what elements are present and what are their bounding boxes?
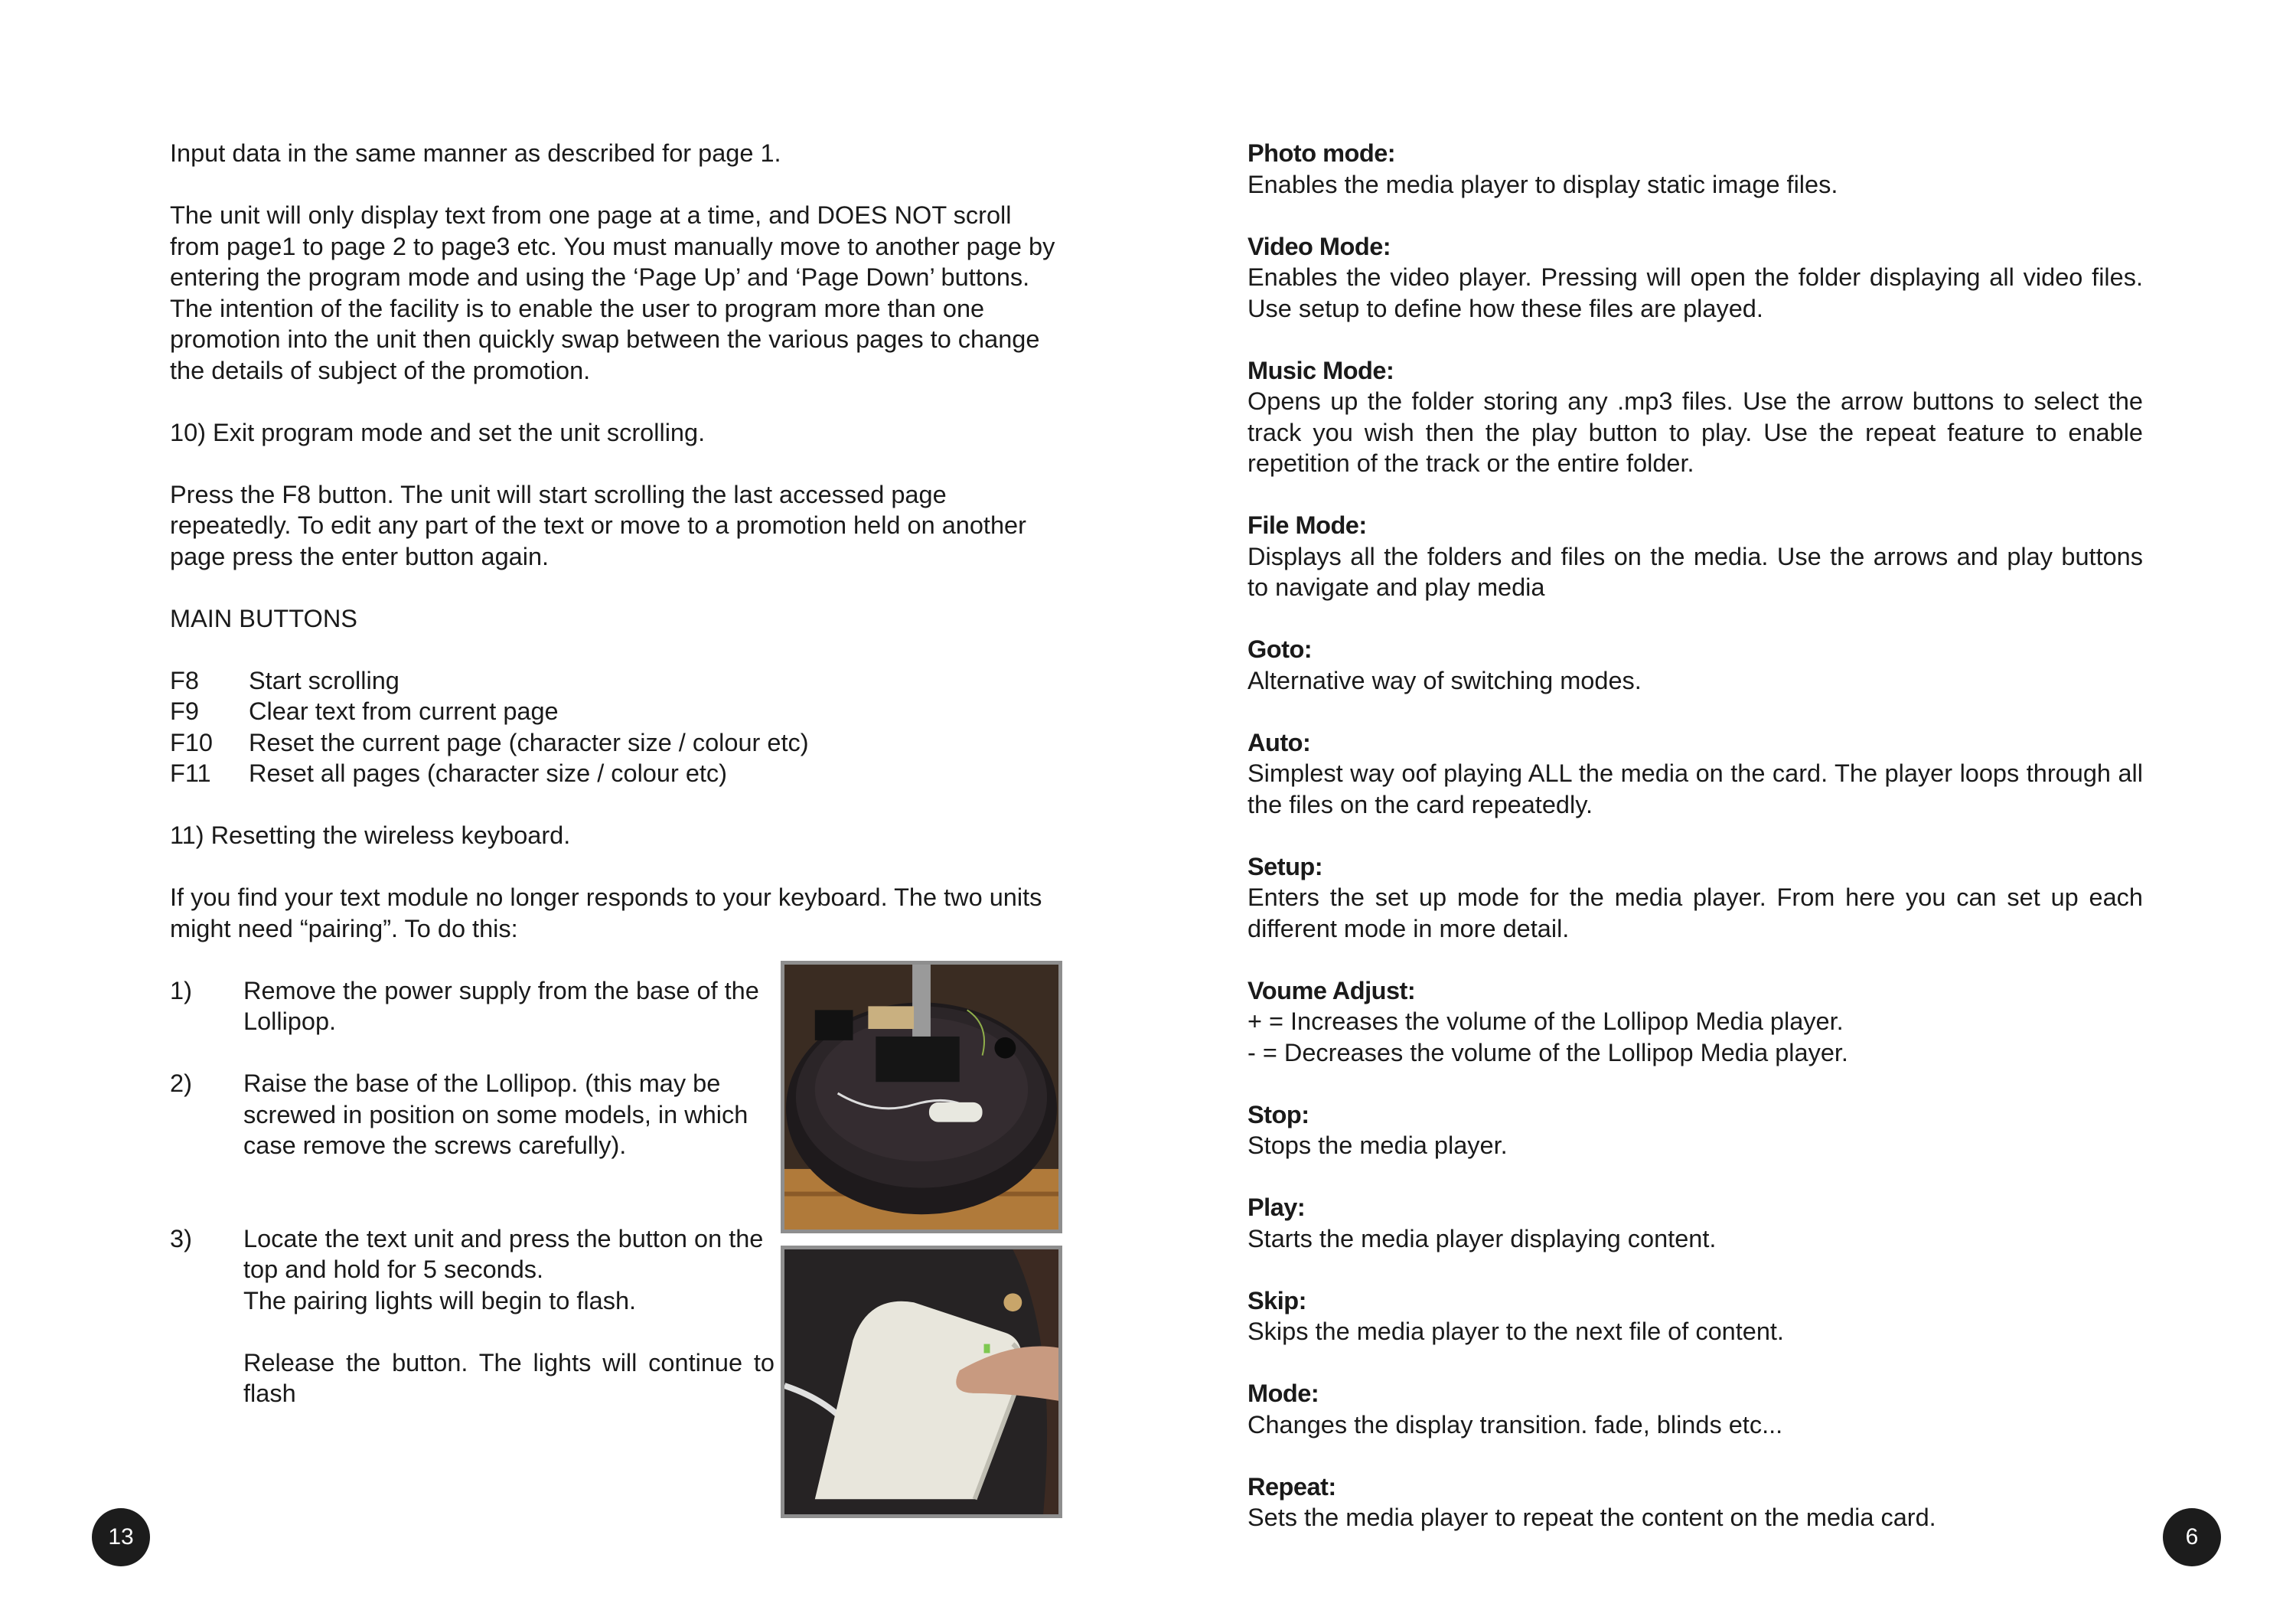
section-heading: Auto:	[1247, 728, 1311, 756]
section-heading: Setup:	[1247, 852, 1323, 880]
section-stop	[1247, 1099, 2143, 1161]
section-heading: Mode:	[1247, 1380, 1319, 1407]
exit-heading: 10) Exit program mode and set the unit scrolling.	[170, 418, 706, 446]
section-play	[1247, 1192, 2143, 1254]
page-number-left: 13	[92, 1508, 150, 1566]
step-text: Remove the power supply from the base of the Lollipop.	[243, 976, 759, 1035]
button-key: F11	[170, 759, 211, 787]
button-row	[170, 758, 1065, 789]
section-heading: Repeat:	[1247, 1472, 1336, 1501]
section-auto	[1247, 727, 2143, 821]
section-goto	[1247, 634, 2143, 696]
section-body: Enters the set up mode for the media player. From here you can set up each different mode in more detail.	[1247, 883, 2143, 942]
section-repeat	[1247, 1471, 2143, 1533]
section-body: Starts the media player displaying content.	[1247, 1224, 1717, 1252]
section-volume-adjust	[1247, 975, 2143, 1069]
section-body: Alternative way of switching modes.	[1247, 666, 1642, 694]
lollipop-base-photo	[781, 961, 1062, 1233]
section-body: Opens up the folder storing any .mp3 files. Use the arrow buttons to select the track you wish then the play button to play. Use the repeat feature to enable repetition of the track or the entire folder.	[1247, 387, 2143, 477]
section-heading: Music Mode:	[1247, 356, 1394, 384]
step-item	[170, 1068, 775, 1161]
button-row	[170, 727, 1065, 759]
button-list	[170, 665, 1065, 789]
button-key: F8	[170, 666, 199, 694]
reset-heading: 11) Resetting the wireless keyboard.	[170, 821, 571, 849]
button-desc: Clear text from current page	[249, 697, 559, 725]
section-body: Stops the media player.	[1247, 1132, 1508, 1159]
section-body: - = Decreases the volume of the Lollipop Media player.	[1247, 1038, 1848, 1066]
text-unit-photo	[781, 1246, 1062, 1518]
section-body: Enables the video player. Pressing will open the folder displaying all video files. Use setup to define how these files are played.	[1247, 263, 2143, 322]
reset-body: If you find your text module no longer responds to your keyboard. The two units might need “pairing”. To do this:	[170, 883, 1042, 942]
section-video-mode	[1247, 231, 2143, 325]
button-row	[170, 696, 1065, 727]
section-heading: Photo mode:	[1247, 139, 1396, 167]
button-desc: Start scrolling	[249, 666, 400, 694]
page-number-right: 6	[2163, 1508, 2221, 1566]
step-item	[170, 975, 775, 1037]
step-item	[170, 1223, 775, 1409]
section-body: + = Increases the volume of the Lollipop Media player.	[1247, 1007, 1844, 1035]
step-text: The pairing lights will begin to flash.	[243, 1286, 637, 1314]
button-desc: Reset all pages (character size / colour etc)	[249, 759, 727, 787]
section-heading: Goto:	[1247, 635, 1313, 663]
step-text: Raise the base of the Lollipop. (this may be screwed in position on some models, in which case remove the screws carefully).	[243, 1069, 748, 1159]
exit-body: Press the F8 button. The unit will start scrolling the last accessed page repeatedly. To edit any part of the text or move to a promotion held on another page press the enter button again.	[170, 480, 1026, 570]
step-number: 2)	[170, 1069, 192, 1097]
section-photo-mode	[1247, 138, 2143, 200]
section-music-mode	[1247, 355, 2143, 479]
button-key: F10	[170, 728, 214, 756]
section-heading: Skip:	[1247, 1286, 1306, 1314]
step-text: Locate the text unit and press the button on the top and hold for 5 seconds.	[243, 1224, 764, 1283]
step-body	[243, 1223, 775, 1409]
button-desc: Reset the current page (character size / colour etc)	[249, 728, 809, 756]
button-row	[170, 665, 1065, 697]
main-buttons-heading: MAIN BUTTONS	[170, 604, 357, 632]
step-number: 3)	[170, 1224, 192, 1252]
section-file-mode	[1247, 510, 2143, 603]
section-body: Simplest way oof playing ALL the media on the card. The player loops through all the files on the card repeatedly.	[1247, 759, 2143, 818]
section-body: Skips the media player to the next file of content.	[1247, 1318, 1784, 1345]
scroll-note: The unit will only display text from one page at a time, and DOES NOT scroll from page1 to page 2 to page3 etc. You must manually move to another page by entering the program mode and using the ‘Page Up’ and ‘Page Down’ buttons. The intention of the facility is to enable the user to program more than one promotion into the unit then quickly swap between the various pages to change the details of subject of the promotion.	[170, 201, 1055, 384]
step-number: 1)	[170, 976, 192, 1004]
section-heading: File Mode:	[1247, 511, 1367, 539]
right-page	[1247, 138, 2143, 1533]
section-mode	[1247, 1378, 2143, 1440]
section-body: Changes the display transition. fade, blinds etc...	[1247, 1410, 1783, 1438]
section-heading: Stop:	[1247, 1100, 1309, 1128]
step-text: Release the button. The lights will continue to flash	[243, 1348, 775, 1407]
section-heading: Play:	[1247, 1194, 1306, 1221]
section-heading: Voume Adjust:	[1247, 976, 1416, 1004]
button-key: F9	[170, 697, 199, 725]
section-skip	[1247, 1285, 2143, 1347]
section-body: Displays all the folders and files on the media. Use the arrows and play buttons to navigate and play media	[1247, 542, 2143, 601]
section-setup	[1247, 851, 2143, 945]
section-heading: Video Mode:	[1247, 232, 1391, 260]
section-body: Enables the media player to display static image files.	[1247, 170, 1838, 198]
section-body: Sets the media player to repeat the content on the media card.	[1247, 1504, 1936, 1531]
intro-text: Input data in the same manner as described for page 1.	[170, 139, 781, 167]
